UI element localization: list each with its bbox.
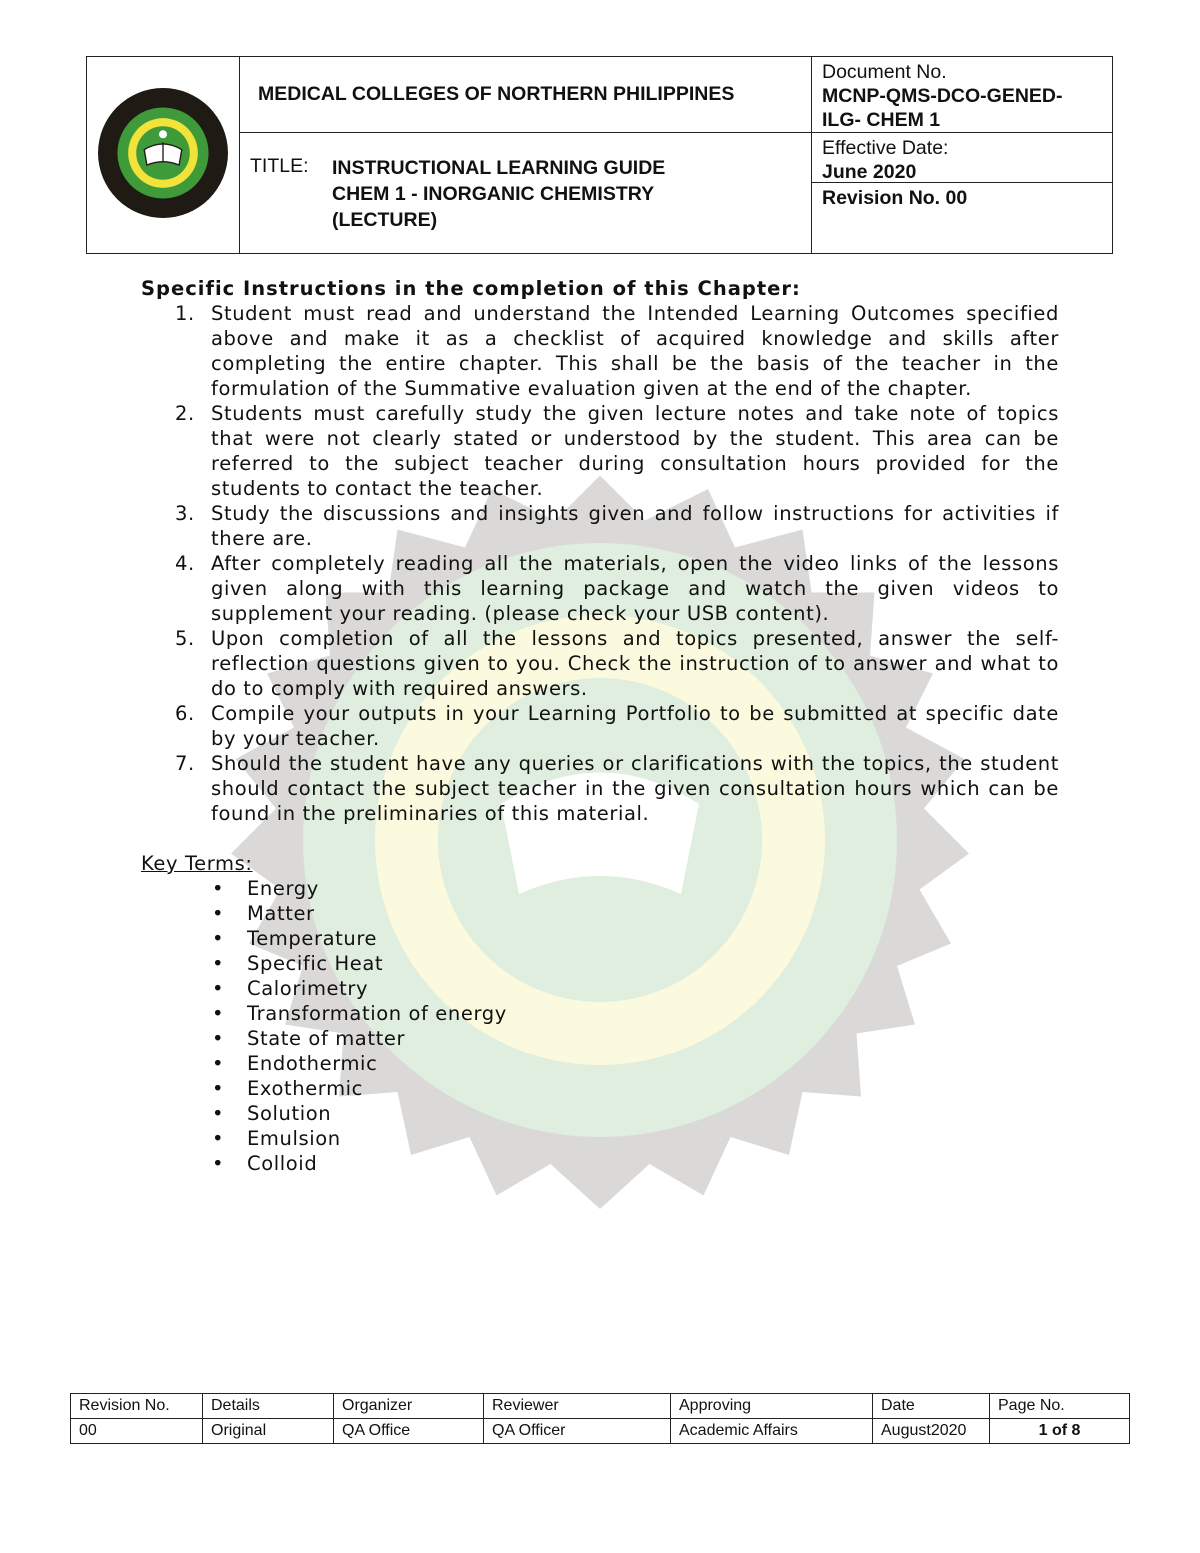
key-term-item: • Endothermic: [212, 1052, 378, 1075]
revision-footer-table: [70, 1393, 1130, 1444]
school-seal-logo: [96, 86, 230, 220]
school-name: MEDICAL COLLEGES OF NORTHERN PHILIPPINES: [240, 57, 812, 133]
page-number: 1 of 8: [990, 1419, 1130, 1444]
footer-header-row: [71, 1394, 1130, 1419]
effective-date: June 2020: [822, 161, 917, 183]
document-header: [86, 56, 1113, 254]
key-term-item: • Emulsion: [212, 1127, 341, 1150]
key-terms-list: [212, 876, 1059, 1176]
instructions-list: [175, 301, 1059, 826]
document-no-label: Document No.: [822, 61, 947, 83]
instruction-item: 3. Study the discussions and insights given and follow instructions for activities if there are.: [175, 502, 1059, 550]
key-term-item: • Colloid: [212, 1152, 318, 1175]
title-line-1: INSTRUCTIONAL LEARNING GUIDE: [332, 157, 666, 179]
footer-header-cell: Details: [203, 1394, 334, 1419]
footer-header-cell: Approving: [671, 1394, 873, 1419]
footer-header-cell: Date: [873, 1394, 990, 1419]
effective-date-label: Effective Date:: [822, 137, 949, 159]
key-term-item: • Specific Heat: [212, 952, 384, 975]
key-term-item: • State of matter: [212, 1027, 406, 1050]
footer-header-cell: Revision No.: [71, 1394, 203, 1419]
footer-value-cell: QA Officer: [484, 1419, 671, 1444]
footer-value-cell: August2020: [873, 1419, 990, 1444]
key-term-item: • Energy: [212, 877, 319, 900]
date-revision-cell: [812, 133, 1113, 254]
instructions-title: Specific Instructions in the completion of this Chapter:: [141, 277, 801, 300]
footer-header-cell: Reviewer: [484, 1394, 671, 1419]
instruction-item: 4. After completely reading all the materials, open the video links of the lessons given along with this learning package and watch the given videos to supplement your reading. (please check your USB content).: [175, 552, 1059, 625]
footer-value-cell: 00: [71, 1419, 203, 1444]
instruction-item: 5. Upon completion of all the lessons and topics presented, answer the self-reflection questions given to you. Check the instruction of to answer and what to do to comply with required answers.: [175, 627, 1059, 700]
document-no-cell: [812, 57, 1113, 133]
title-label: TITLE:: [250, 155, 309, 177]
document-no-line-1: MCNP-QMS-DCO-GENED-: [822, 85, 1063, 107]
logo-cell: [87, 57, 240, 254]
revision-number: Revision No. 00: [822, 187, 968, 209]
footer-value-cell: Academic Affairs: [671, 1419, 873, 1444]
footer-header-cell: Page No.: [990, 1394, 1130, 1419]
main-content: [141, 276, 1059, 1176]
instruction-item: 1. Student must read and understand the Intended Learning Outcomes specified above and make it as a checklist of acquired knowledge and skills after completing the entire chapter. This shall be the basis of the teacher in the formulation of the Summative evaluation given at the end of the chapter.: [175, 302, 1059, 400]
key-term-item: • Matter: [212, 902, 315, 925]
footer-value-cell: QA Office: [334, 1419, 484, 1444]
footer-value-cell: Original: [203, 1419, 334, 1444]
key-term-item: • Solution: [212, 1102, 332, 1125]
footer-value-row: [71, 1419, 1130, 1444]
key-term-item: • Temperature: [212, 927, 378, 950]
key-term-item: • Calorimetry: [212, 977, 369, 1000]
document-no-line-2: ILG- CHEM 1: [822, 109, 941, 131]
title-line-3: (LECTURE): [332, 209, 438, 231]
title-cell: [240, 133, 812, 254]
title-line-2: CHEM 1 - INORGANIC CHEMISTRY: [332, 183, 655, 205]
instruction-item: 7. Should the student have any queries or clarifications with the topics, the student should contact the subject teacher in the given consultation hours which can be found in the preliminaries of this material.: [175, 752, 1059, 825]
key-terms-title: Key Terms:: [141, 852, 253, 875]
key-term-item: • Transformation of energy: [212, 1002, 507, 1025]
instruction-item: 6. Compile your outputs in your Learning Portfolio to be submitted at specific date by your teacher.: [175, 702, 1059, 750]
footer-header-cell: Organizer: [334, 1394, 484, 1419]
key-term-item: • Exothermic: [212, 1077, 364, 1100]
instruction-item: 2. Students must carefully study the given lecture notes and take note of topics that were not clearly stated or understood by the student. This area can be referred to the subject teacher during consultation hours provided for the students to contact the teacher.: [175, 402, 1059, 500]
